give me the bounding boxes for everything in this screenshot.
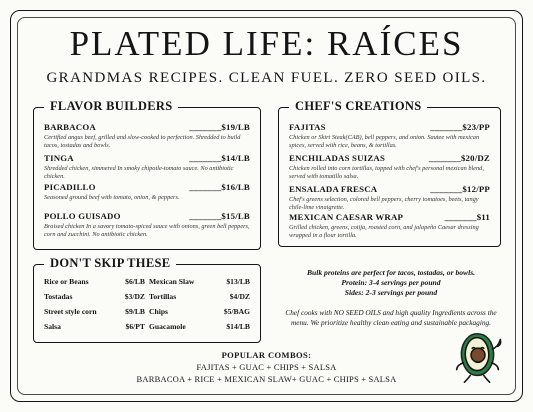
- avocado-icon: [447, 326, 509, 388]
- menu-item-description: Shredded chicken, simmered In smoky chipotle-tomato sauce. No antibiotic chicken.: [44, 165, 234, 180]
- side-item-name: Mexican Slaw: [149, 277, 195, 286]
- page-title: PLATED LIFE: RAÍCES: [69, 24, 464, 63]
- side-item-name: Salsa: [44, 322, 61, 331]
- dont-skip-title: DON'T SKIP THESE: [44, 255, 176, 271]
- chefs-creations-section: [278, 99, 501, 247]
- menu-item-header: [289, 212, 490, 223]
- menu-item-price: _______$12/PP: [430, 184, 490, 194]
- side-item-price: $5/BAG: [223, 307, 250, 316]
- side-item-price: $9/LB: [125, 307, 145, 316]
- menu-item-description: Chef's greens selection, colored bell peppers, cherry tomatoes, beets, tangy chile-lime vinaigrette.: [289, 196, 479, 211]
- menu-item-name: PICADILLO: [44, 182, 96, 192]
- notes-line-2: Protein: 3-4 servings per pound: [341, 278, 441, 287]
- menu-item-enchiladas-suizas: [289, 153, 490, 181]
- menu-item-header: [44, 122, 250, 133]
- menu-item-header: [289, 184, 490, 195]
- menu-item-price: _______$20/DZ: [428, 153, 490, 163]
- side-item-price: $3/DZ: [124, 292, 145, 301]
- side-item-price: $14/LB: [226, 322, 250, 331]
- notes-paragraph: Chef cooks with NO SEED OILS and high quality Ingredients across the menu. We prioritize healthy clean eating and sustainable packaging.: [285, 308, 497, 327]
- flavor-builders-title: FLAVOR BUILDERS: [44, 98, 178, 114]
- notes-line-1: Bulk proteins are perfect for tacos, tostadas, or bowls.: [306, 268, 476, 277]
- menu-item-picadillo: [44, 182, 250, 202]
- side-item-name: Street style corn: [44, 307, 97, 316]
- menu-item-header: [289, 122, 490, 133]
- side-item-price: $6/PT: [125, 322, 145, 331]
- side-item-name: Rice or Beans: [44, 277, 89, 286]
- popular-combos: [60, 350, 473, 384]
- menu-item-description: Certified angus beef, grilled and slow-cooked to perfection. Shredded to build tacos, tostadas and bowls.: [44, 134, 241, 149]
- menu-item-description: Seasoned ground beef with tomato, onion, & peppers.: [44, 194, 180, 201]
- menu-item-price: _______$19/LB: [189, 122, 250, 132]
- dont-skip-section: [33, 256, 261, 343]
- menu-item-name: POLLO GUISADO: [44, 211, 121, 221]
- menu-item-name: BARBACOA: [44, 122, 96, 132]
- menu-item-price: _______$23/PP: [430, 122, 490, 132]
- menu-item-fajitas: [289, 122, 490, 150]
- menu-item-price: _______$14/LB: [189, 153, 250, 163]
- menu-item-ensalada-fresca: [289, 184, 490, 212]
- side-item-price: $6/LB: [125, 277, 145, 286]
- serving-notes: [282, 268, 500, 328]
- page-tagline: GRANDMAS RECIPES. CLEAN FUEL. ZERO SEED OILS.: [46, 70, 487, 86]
- menu-item-name: FAJITAS: [289, 122, 326, 132]
- menu-item-description: Braised chicken In a savory tomato-spiced sauce with onions, green bell peppers, corn and zucchini. No antibiotic chicken.: [44, 223, 250, 238]
- menu-item-price: _______$11: [444, 212, 490, 222]
- menu-item-price: _______$15/LB: [189, 211, 250, 221]
- menu-item-barbacoa: [44, 122, 250, 150]
- side-item-price: $13/LB: [226, 277, 250, 286]
- sides-table: [44, 277, 250, 331]
- menu-item-description: Chicken or Skirt Steak(CAB), bell peppers, and onion. Sautee with mexican spices, served with rice, beans, & tortillas.: [289, 134, 480, 149]
- side-item-name: Tostadas: [44, 292, 73, 301]
- notes-line-3: Sides: 2-3 servings per pound: [344, 288, 438, 297]
- menu-item-name: ENCHILADAS SUIZAS: [289, 153, 386, 163]
- combos-heading: POPULAR COMBOS:: [221, 350, 312, 360]
- menu-item-pollo-guisado: [44, 211, 250, 239]
- menu-item-price: _______$16/LB: [189, 182, 250, 192]
- menu-item-name: MEXICAN CAESAR WRAP: [289, 212, 404, 222]
- menu-item-name: ENSALADA FRESCA: [289, 184, 378, 194]
- side-item-name: Guacamole: [149, 322, 186, 331]
- menu-item-mexican-caesar-wrap: [289, 212, 490, 240]
- menu-item-header: [289, 153, 490, 164]
- side-item-name: Tortillas: [149, 292, 177, 301]
- menu-item-header: [44, 211, 250, 222]
- side-item-name: Chips: [149, 307, 168, 316]
- chefs-creations-title: CHEF'S CREATIONS: [289, 98, 427, 114]
- menu-item-description: Grilled chicken, greens, cotija, roasted corn, and jalapeño Caesar dressing wrapped in a flour tortilla.: [289, 224, 479, 239]
- combos-line-1: FAJITAS + GUAC + CHIPS + SALSA: [196, 362, 337, 372]
- menu-item-header: [44, 153, 250, 164]
- menu-item-tinga: [44, 153, 250, 181]
- side-item-price: $4/DZ: [229, 292, 250, 301]
- flavor-builders-section: [33, 99, 261, 250]
- menu-item-header: [44, 182, 250, 193]
- menu-item-name: TINGA: [44, 153, 74, 163]
- menu-item-description: Chicken rolled into corn tortillas, topped with chef's personal mexican blend, served with tomatillo salsa.: [289, 165, 484, 180]
- combos-line-2: BARBACOA + RICE + MEXICAN SLAW+ GUAC + CHIPS + SALSA: [136, 374, 397, 384]
